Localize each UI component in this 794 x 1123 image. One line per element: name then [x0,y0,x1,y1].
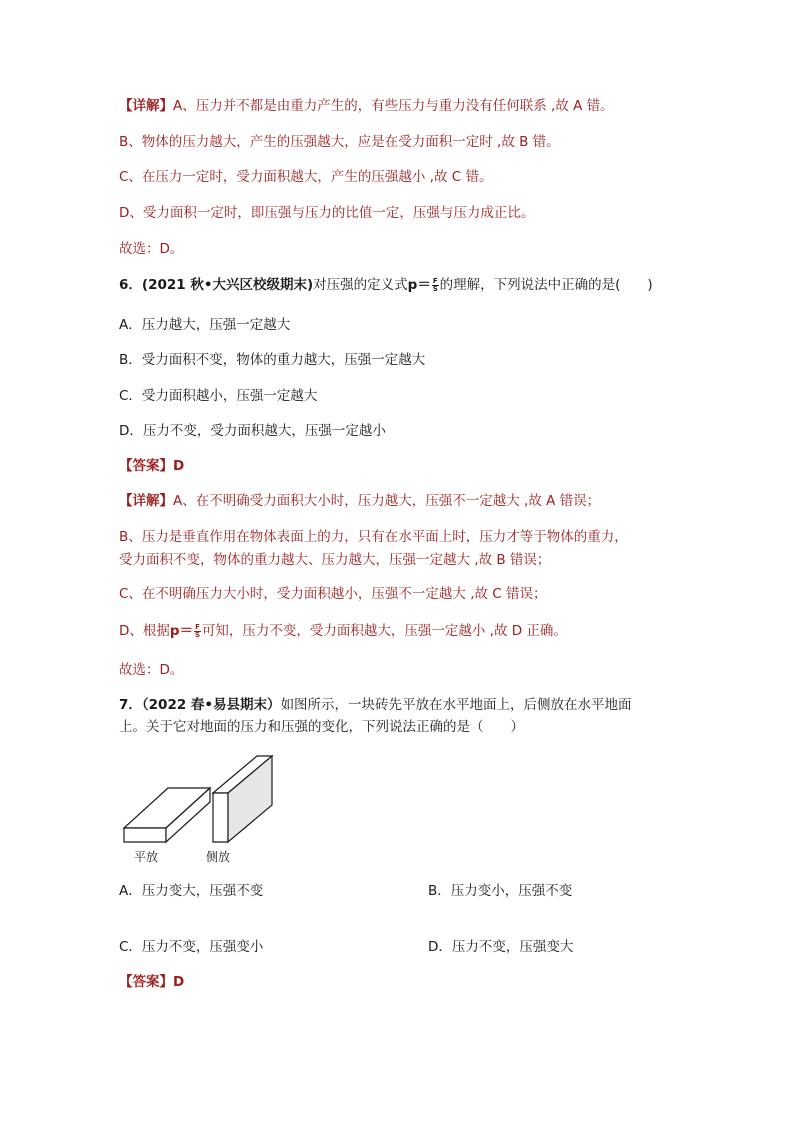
q7-answer [119,973,184,991]
q7-option-a: A．压力变大，压强不变 [119,883,264,899]
q6-explain-formula: p＝ $\frac{F}{S}$ [169,622,200,639]
q6-option-c: C．受力面积越小，压强一定越大 [119,388,318,404]
side-brick [213,756,272,842]
q6-option-a: A．压力越大，压强一定越大 [119,317,291,333]
xiangjie-tag: 【详解】 [119,493,173,509]
prev-answer: 故选：D。 [119,241,184,257]
q6-number: 6． [119,277,142,293]
q6-explain-a: 【详解】A、在不明确受力面积大小时，压力越大，压强不一定越大 ,故 A 错误； [119,493,601,509]
q6-explain-b1: B、压力是垂直作用在物体表面上的力，只有在水平面上时，压力才等于物体的重力， [119,529,628,545]
label-side: 侧放 [206,850,231,864]
fraction-f-over-s: $\frac{F}{S}$ [194,622,200,639]
answer-value: D [173,974,185,990]
answer-value: D [173,458,185,474]
q6-option-d: D．压力不变，受力面积越大，压强一定越小 [119,423,386,439]
q7-number: 7． [119,697,142,713]
q7-stem-line1: 7．（2022 春•易县期末）如图所示，一块砖先平放在水平地面上，后侧放在水平地面 [119,697,632,713]
prev-explain-b: B、物体的压力越大，产生的压强越大，应是在受力面积一定时 ,故 B 错。 [119,134,560,150]
prev-explain-c: C、在压力一定时，受力面积越大，产生的压强越小 ,故 C 错。 [119,169,493,185]
q6-formula: p＝ $\frac{F}{S}$ [407,276,438,293]
prev-explain-a: 【详解】A、压力并不都是由重力产生的，有些压力与重力没有任何联系 ,故 A 错。 [119,98,614,114]
q6-final-answer: 故选：D。 [119,662,184,678]
prev-explain-d: D、受力面积一定时，即压强与压力的比值一定，压强与压力成正比。 [119,205,535,221]
answer-tag: 【答案】 [119,974,173,990]
q6-explain-d: D、根据p＝ $\frac{F}{S}$ 可知，压力不变，受力面积越大，压强一定越小 ,故 D 正确。 [119,622,567,639]
q6-explain-b2: 受力面积不变，物体的重力越大、压力越大，压强一定越大 ,故 B 错误； [119,552,551,568]
q7-option-d: D．压力不变，压强变大 [428,939,574,955]
brick-figure [118,752,278,868]
label-flat: 平放 [134,850,159,864]
q6-explain-c: C、在不明确压力大小时，受力面积越小，压强不一定越大 ,故 C 错误； [119,586,547,602]
q6-source: (2021 秋•大兴区校级期末) [141,277,314,293]
answer-tag: 【答案】 [119,458,173,474]
q6-answer [119,457,184,475]
q7-option-c: C．压力不变，压强变小 [119,939,264,955]
q6-stem: 6．(2021 秋•大兴区校级期末)对压强的定义式p＝ $\frac{F}{S}$ 的理解，下列说法中正确的是( ) [119,276,653,293]
flat-brick [124,788,210,842]
q7-stem-line2: 上。关于它对地面的压力和压强的变化，下列说法正确的是（ ） [119,719,524,735]
fraction-f-over-s: $\frac{F}{S}$ [432,276,438,293]
q6-option-b: B．受力面积不变，物体的重力越大，压强一定越大 [119,352,426,368]
q7-source: （2022 春•易县期末） [141,697,281,713]
xiangjie-tag: 【详解】 [119,98,173,114]
q7-option-b: B．压力变小，压强不变 [428,883,573,899]
